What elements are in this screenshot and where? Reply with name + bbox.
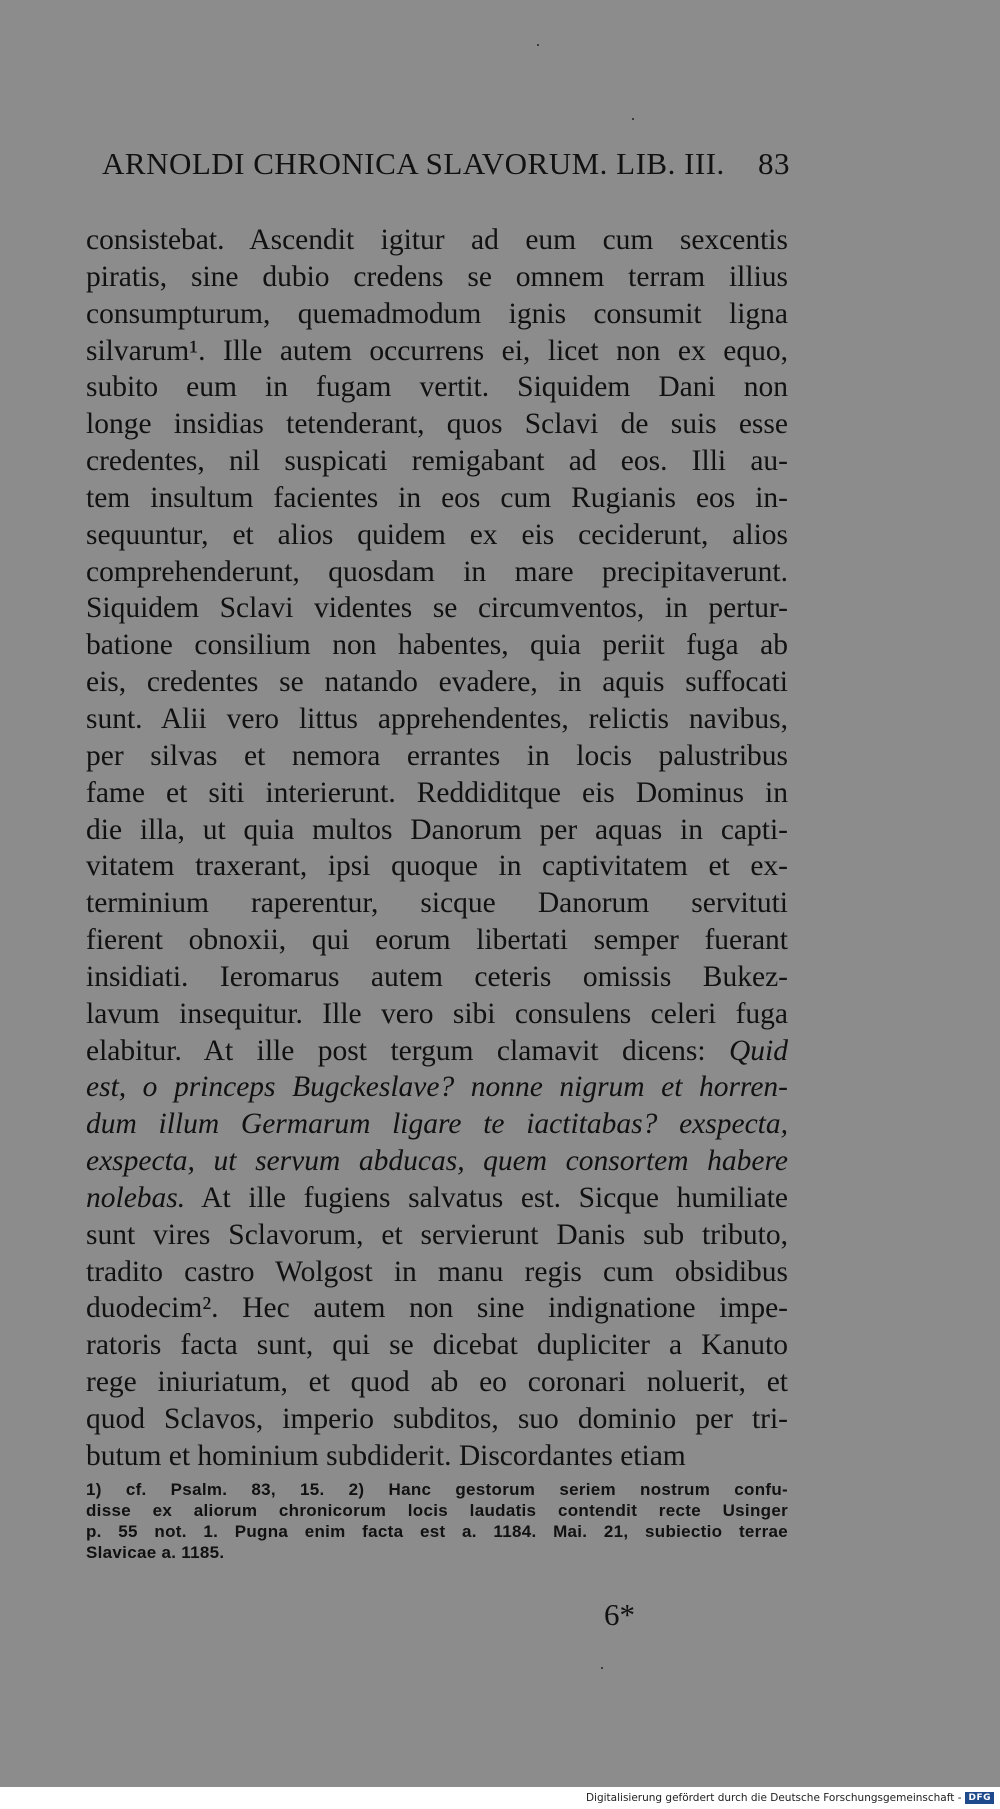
running-title: ARNOLDI CHRONICA SLAVORUM. LIB. III. xyxy=(102,146,725,181)
text-line: duodecim². Hec autem non sine indignatione impe- xyxy=(86,1292,788,1325)
credit-bar xyxy=(0,1787,1000,1809)
body-text xyxy=(86,222,788,1475)
text-line: exspecta, ut servum abducas, quem consortem habere xyxy=(86,1145,788,1178)
text-line: comprehenderunt, quosdam in mare precipitaverunt. xyxy=(86,555,788,588)
text-line: nolebas. At ille fugiens salvatus est. Sicque humiliate xyxy=(86,1181,788,1214)
text-line: quod Sclavos, imperio subditos, suo dominio per tri- xyxy=(86,1403,788,1435)
footnotes xyxy=(86,1479,788,1563)
text-line: tem insultum facientes in eos cum Rugianis eos in- xyxy=(86,481,788,514)
scan-speck xyxy=(601,1667,603,1669)
text-line: credentes, nil suspicati remigabant ad eos. Illi au- xyxy=(86,445,788,478)
text-line: lavum insequitur. Ille vero sibi consulens celeri fuga xyxy=(86,997,788,1030)
text-line: butum et hominium subdiderit. Discordantes etiam xyxy=(86,1439,686,1472)
text-line: vitatem traxerant, ipsi quoque in captivitatem et ex- xyxy=(86,850,788,883)
text-line: insidiati. Ieromarus autem ceteris omissis Bukez- xyxy=(86,960,788,993)
text-line: ratoris facta sunt, qui se dicebat dupliciter a Kanuto xyxy=(86,1329,788,1362)
text-line: terminium raperentur, sicque Danorum servituti xyxy=(86,887,788,920)
scan-speck xyxy=(537,44,539,46)
text-line: fame et siti interierunt. Reddiditque eis Dominus in xyxy=(86,776,788,809)
text-line: consistebat. Ascendit igitur ad eum cum sexcentis xyxy=(86,224,788,256)
running-header xyxy=(102,146,790,182)
text-line: longe insidias tetenderant, quos Sclavi de suis esse xyxy=(86,408,788,441)
text-line: sunt. Alii vero littus apprehendentes, relictis navibus, xyxy=(86,702,788,735)
text-line: batione consilium non habentes, quia periit fuga ab xyxy=(86,629,788,662)
text-line: consumpturum, quemadmodum ignis consumit ligna xyxy=(86,297,788,330)
text-line: tradito castro Wolgost in manu regis cum obsidibus xyxy=(86,1255,788,1288)
text-line: die illa, ut quia multos Danorum per aquas in capti- xyxy=(86,813,788,846)
text-line: est, o princeps Bugckeslave? nonne nigrum et horren- xyxy=(86,1071,788,1104)
dfg-logo: DFG xyxy=(965,1792,994,1804)
text-line: eis, credentes se natando evadere, in aquis suffocati xyxy=(86,666,788,699)
footnote-line: disse ex aliorum chronicorum locis laudatis contendit recte Usinger xyxy=(86,1501,788,1520)
scan-speck xyxy=(632,118,634,120)
text-line: Siquidem Sclavi videntes se circumventos, in pertur- xyxy=(86,592,788,625)
text-line: per silvas et nemora errantes in locis palustribus xyxy=(86,739,788,772)
text-line: subito eum in fugam vertit. Siquidem Dani non xyxy=(86,371,788,404)
footnote-line: 1) cf. Psalm. 83, 15. 2) Hanc gestorum seriem nostrum confu- xyxy=(86,1480,788,1499)
credit-text: Digitalisierung gefördert durch die Deutsche Forschungsgemeinschaft - xyxy=(585,1792,962,1804)
footnote-line: Slavicae a. 1185. xyxy=(86,1543,225,1562)
text-line: sequuntur, et alios quidem ex eis ceciderunt, alios xyxy=(86,518,788,551)
text-line: piratis, sine dubio credens se omnem terram illius xyxy=(86,260,788,293)
text-line: dum illum Germarum ligare te iactitabas? exspecta, xyxy=(86,1108,788,1141)
text-line: silvarum¹. Ille autem occurrens ei, licet non ex equo, xyxy=(86,334,788,367)
text-line: elabitur. At ille post tergum clamavit dicens: Quid xyxy=(86,1034,788,1067)
signature-mark: 6* xyxy=(604,1597,635,1632)
footnote-line: p. 55 not. 1. Pugna enim facta est a. 1184. Mai. 21, subiectio terrae xyxy=(86,1522,788,1541)
text-line: fierent obnoxii, qui eorum libertati semper fuerant xyxy=(86,924,788,957)
text-line: rege iniuriatum, et quod ab eo coronari noluerit, et xyxy=(86,1366,788,1399)
page-number: 83 xyxy=(758,146,790,181)
text-line: sunt vires Sclavorum, et servierunt Danis sub tributo, xyxy=(86,1218,788,1251)
